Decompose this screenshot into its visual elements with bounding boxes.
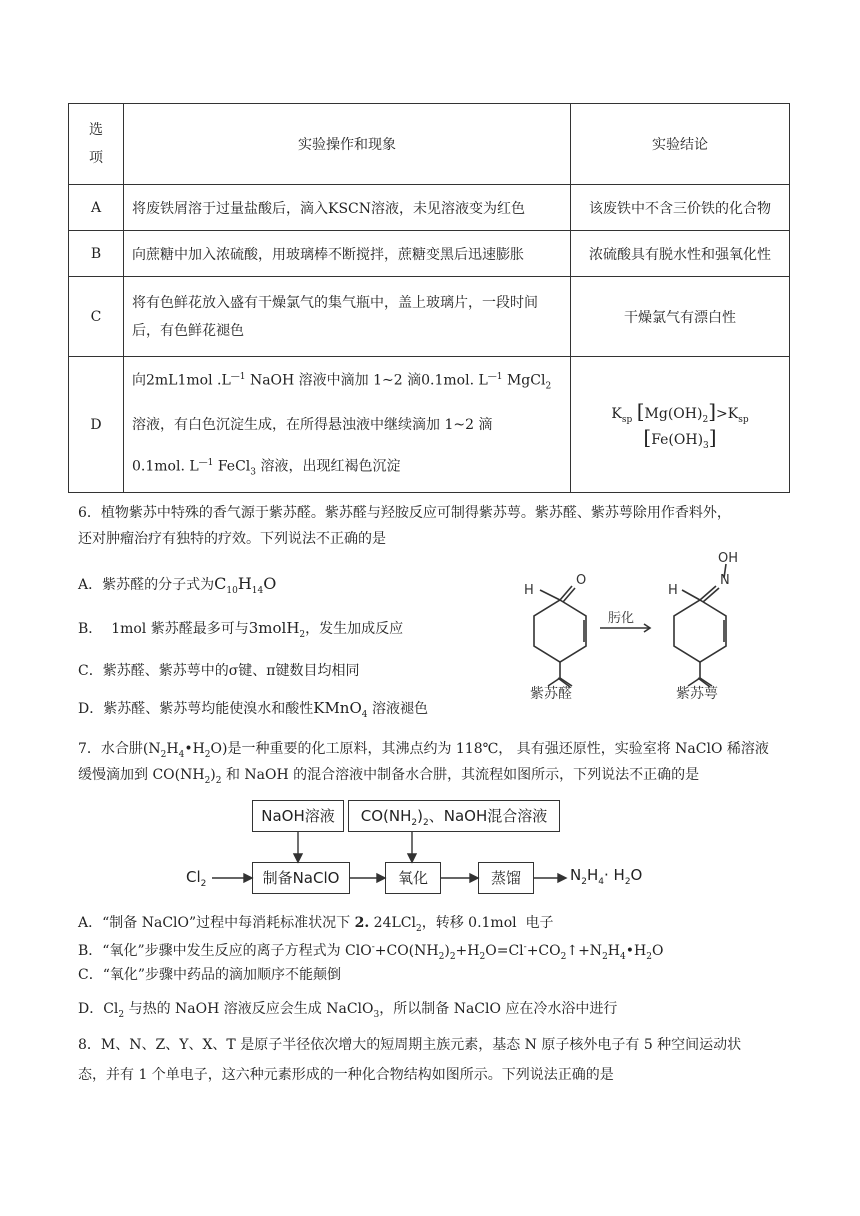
q7-option-a: A．“制备 NaClO”过程中每消耗标准状况下 2. 24LCl$_2$，转移 0.1mol 电子	[78, 915, 554, 934]
row-operation: 将废铁屑溶于过量盐酸后，滴入KSCN溶液，未见溶液变为红色	[124, 185, 571, 231]
cl2-label: $Cl_2$	[186, 868, 207, 889]
header-option: 选项	[69, 104, 124, 185]
row-option: D	[69, 357, 124, 493]
h-label: H	[668, 583, 678, 598]
mixed-solution-box: $CO(NH_2)_2$、NaOH混合溶液	[348, 800, 560, 832]
step-oxidize: 氧化	[385, 862, 441, 894]
q7-option-d: D．$Cl_2$ 与热的 NaOH 溶液反应会生成 NaClO$_3$，所以制备 NaClO 应在冷水浴中进行	[78, 1001, 618, 1020]
o-label: O	[576, 573, 587, 588]
n-label: N	[720, 573, 730, 588]
row-operation: 向2mL1mol $.L^{—1}$ NaOH 溶液中滴加 1~2 滴0.1mol. $L^{—1}$ MgCl$_2$ 溶液，有白色沉淀生成，在所得悬浊液中继续滴加 1~2 滴 0.1mol. $L^{—1}$ FeCl$_3$ 溶液，出现红褐色沉淀	[124, 357, 571, 493]
q6-option-a: A．紫苏醛的分子式为$C_{10}H_{14}O$	[78, 574, 277, 597]
row-option: B	[69, 231, 124, 277]
header-conclusion: 实验结论	[571, 104, 790, 185]
row-conclusion: 浓硫酸具有脱水性和强氧化性	[571, 231, 790, 277]
row-operation: 向蔗糖中加入浓硫酸，用玻璃棒不断搅拌，蔗糖变黑后迅速膨胀	[124, 231, 571, 277]
row-option: A	[69, 185, 124, 231]
left-compound-label: 紫苏醛	[530, 686, 572, 700]
q6-stem-line1: 6．植物紫苏中特殊的香气源于紫苏醛。紫苏醛与羟胺反应可制得紫苏萼。紫苏醛、紫苏萼除用作香料外，	[78, 505, 731, 521]
q6-option-b: B． 1mol 紫苏醛最多可与3molH$_2$，发生加成反应	[78, 619, 404, 640]
row-option: C	[69, 277, 124, 357]
q6-stem-line2: 还对肿瘤治疗有独特的疗效。下列说法不正确的是	[78, 531, 386, 547]
q8-stem-line2: 态，并有 1 个单电子，这六种元素形成的一种化合物结构如图所示。下列说法正确的是	[78, 1067, 614, 1083]
h-label: H	[524, 583, 534, 598]
step-distill: 蒸馏	[478, 862, 534, 894]
q8-stem-line1: 8．M、N、Z、Y、X、T 是原子半径依次增大的短周期主族元素，基态 N 原子核外电子有 5 种空间运动状	[78, 1037, 742, 1053]
product-label: $N_2H_4\cdot H_2O$	[570, 866, 643, 887]
oh-label: OH	[718, 551, 739, 566]
naoh-solution-box: NaOH溶液	[252, 800, 344, 832]
row-operation: 将有色鲜花放入盛有干燥氯气的集气瓶中，盖上玻璃片，一段时间后，有色鲜花褪色	[124, 277, 571, 357]
q6-option-c: C．紫苏醛、紫苏萼中的σ键、π键数目均相同	[78, 663, 360, 679]
header-operation: 实验操作和现象	[124, 104, 571, 185]
step-prepare-naclo: 制备NaClO	[252, 862, 350, 894]
q7-option-c: C．“氧化”步骤中药品的滴加顺序不能颠倒	[78, 967, 342, 983]
q7-stem-line1: 7．水合肼$(N_2H_4•H_2O)$是一种重要的化工原料，其沸点约为 118℃， 具有强还原性，实验室将 NaClO 稀溶液	[78, 741, 769, 760]
arrow-label: 肟化	[608, 611, 635, 626]
q7-stem-line2: 缓慢滴加到 $CO(NH_2)_2$ 和 NaOH 的混合溶液中制备水合肼，其流程如图所示，下列说法不正确的是	[78, 767, 700, 786]
q6-option-d: D．紫苏醛、紫苏萼均能使溴水和酸性KMnO$_4$ 溶液褪色	[78, 699, 428, 720]
right-compound-label: 紫苏萼	[676, 686, 718, 700]
row-conclusion: 干燥氯气有漂白性	[571, 277, 790, 357]
q7-option-b: B．“氧化”步骤中发生反应的离子方程式为 $ClO^-+CO(NH_2)_2+H_2O=Cl^-+CO_2↑+N_2H_4•H_2O$	[78, 942, 664, 962]
row-conclusion: 该废铁中不含三价铁的化合物	[571, 185, 790, 231]
row-conclusion: $K_{sp}$ $[Mg(OH)_2]>K_{sp}$ $[Fe(OH)_3]$	[571, 357, 790, 493]
